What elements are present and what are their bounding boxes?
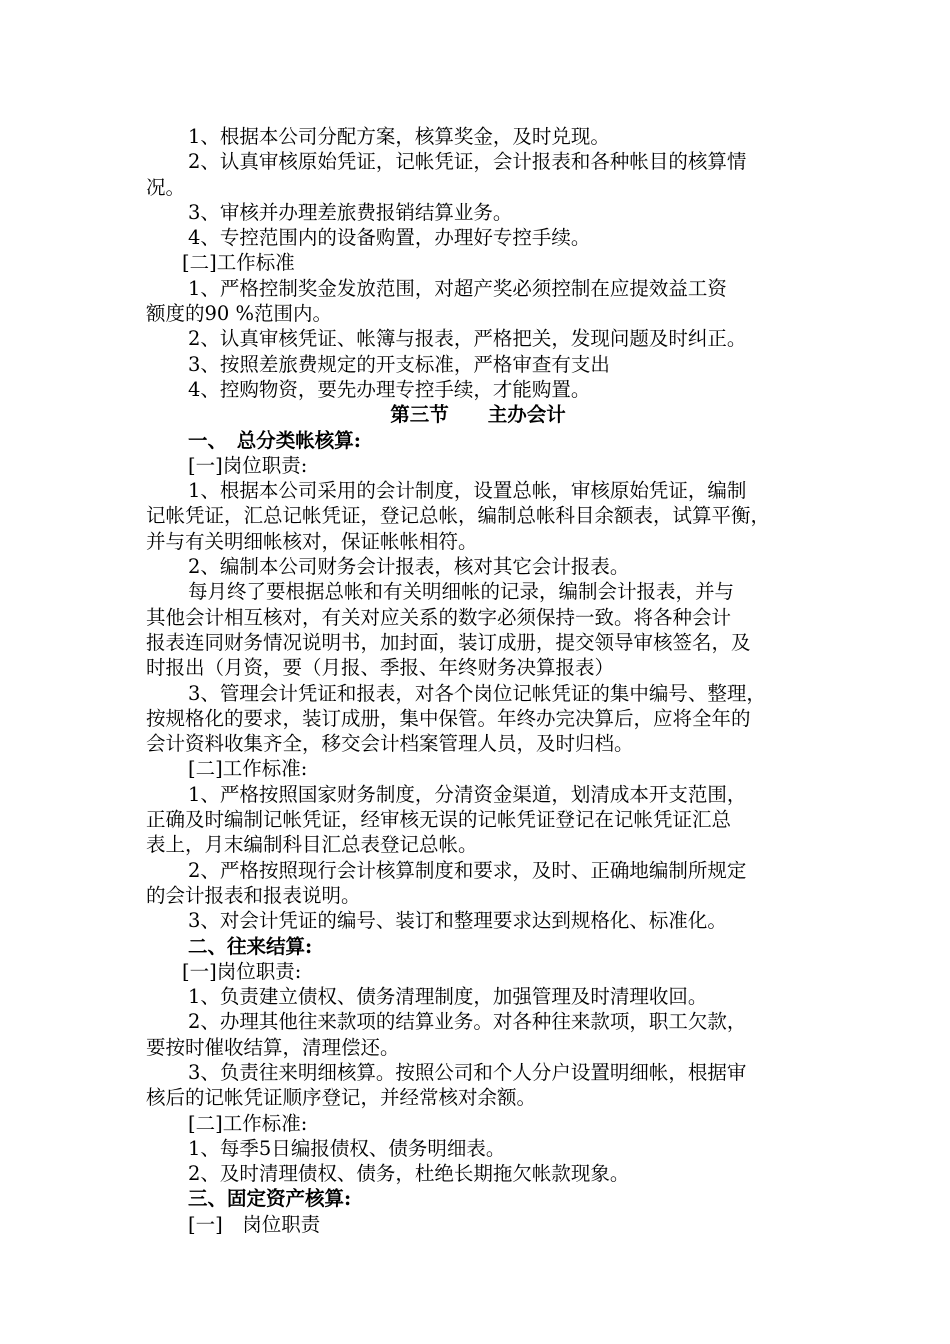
text-line: 2、认真审核原始凭证，记帐凭证，会计报表和各种帐目的核算情: [188, 150, 747, 174]
text-line: [一]岗位职责:: [188, 453, 308, 477]
text-line: 4、专控范围内的设备购置，办理好专控手续。: [188, 226, 591, 250]
text-line: 2、认真审核凭证、帐簿与报表，严格把关，发现问题及时纠正。: [188, 327, 747, 351]
section-heading: 二、往来结算:: [188, 934, 313, 958]
text-line: 1、根据本公司采用的会计制度，设置总帐，审核原始凭证，编制: [188, 479, 747, 503]
text-line: [一]岗位职责:: [182, 959, 302, 983]
text-line: 1、每季5日编报债权、债务明细表。: [188, 1136, 506, 1160]
text-line: 额度的90 %范围内。: [146, 302, 333, 326]
text-line: 4、控购物资，要先办理专控手续，才能购置。: [188, 377, 591, 401]
text-line: 1、严格按照国家财务制度，分清资金渠道，划清成本开支范围，: [188, 782, 747, 806]
text-line: 况。: [146, 175, 186, 199]
text-line: 核后的记帐凭证顺序登记，并经常核对余额。: [146, 1086, 537, 1110]
text-line: 1、负责建立债权、债务清理制度，加强管理及时清理收回。: [188, 985, 708, 1009]
text-line: 3、审核并办理差旅费报销结算业务。: [188, 200, 513, 224]
text-line: 1、严格控制奖金发放范围，对超产奖必须控制在应提效益工资: [188, 276, 727, 300]
section-heading: 一、 总分类帐核算:: [188, 428, 361, 452]
text-line: 要按时催收结算，清理偿还。: [146, 1035, 400, 1059]
text-line: 按规格化的要求，装订成册，集中保管。年终办完决算后，应将全年的: [146, 706, 751, 730]
text-line: [二]工作标准:: [188, 1111, 308, 1135]
text-line: 3、对会计凭证的编号、装订和整理要求达到规格化、标准化。: [188, 909, 727, 933]
text-line: 正确及时编制记帐凭证，经审核无误的记帐凭证登记在记帐凭证汇总: [146, 808, 732, 832]
text-line: 3、管理会计凭证和报表，对各个岗位记帐凭证的集中编号、整理，: [188, 681, 766, 705]
text-line: [一] 岗位职责: [188, 1212, 321, 1236]
text-line: 1、根据本公司分配方案，核算奖金，及时兑现。: [188, 125, 610, 148]
text-line: 会计资料收集齐全，移交会计档案管理人员，及时归档。: [146, 732, 634, 756]
text-line: 2、编制本公司财务会计报表，核对其它会计报表。: [188, 555, 630, 579]
text-line: 3、按照差旅费规定的开支标准，严格审查有支出: [188, 352, 610, 376]
text-line: 报表连同财务情况说明书，加封面，装订成册，提交领导审核签名，及: [146, 630, 751, 654]
text-line: 的会计报表和报表说明。: [146, 883, 361, 907]
text-line: 并与有关明细帐核对，保证帐帐相符。: [146, 529, 478, 553]
text-line: 记帐凭证，汇总记帐凭证，登记总帐，编制总帐科目余额表，试算平衡，: [146, 504, 771, 528]
section-heading: 三、固定资产核算:: [188, 1187, 352, 1211]
text-line: 表上，月末编制科目汇总表登记总帐。: [146, 833, 478, 857]
text-line: 2、办理其他往来款项的结算业务。对各种往来款项，职工欠款，: [188, 1010, 747, 1034]
text-line: 时报出（月资，要（月报、季报、年终财务决算报表）: [146, 656, 615, 680]
text-line: 2、及时清理债权、债务，杜绝长期拖欠帐款现象。: [188, 1162, 630, 1186]
text-line: [二]工作标准:: [188, 757, 308, 781]
text-line: 2、严格按照现行会计核算制度和要求，及时、正确地编制所规定: [188, 858, 747, 882]
text-line: 每月终了要根据总帐和有关明细帐的记录，编制会计报表，并与: [188, 580, 735, 604]
text-line: 其他会计相互核对，有关对应关系的数字必须保持一致。将各种会计: [146, 605, 732, 629]
text-line: [二]工作标准: [182, 251, 295, 275]
text-line: 3、负责往来明细核算。按照公司和个人分户设置明细帐，根据审: [188, 1060, 747, 1084]
section-heading: 第三节 主办会计: [390, 403, 566, 427]
